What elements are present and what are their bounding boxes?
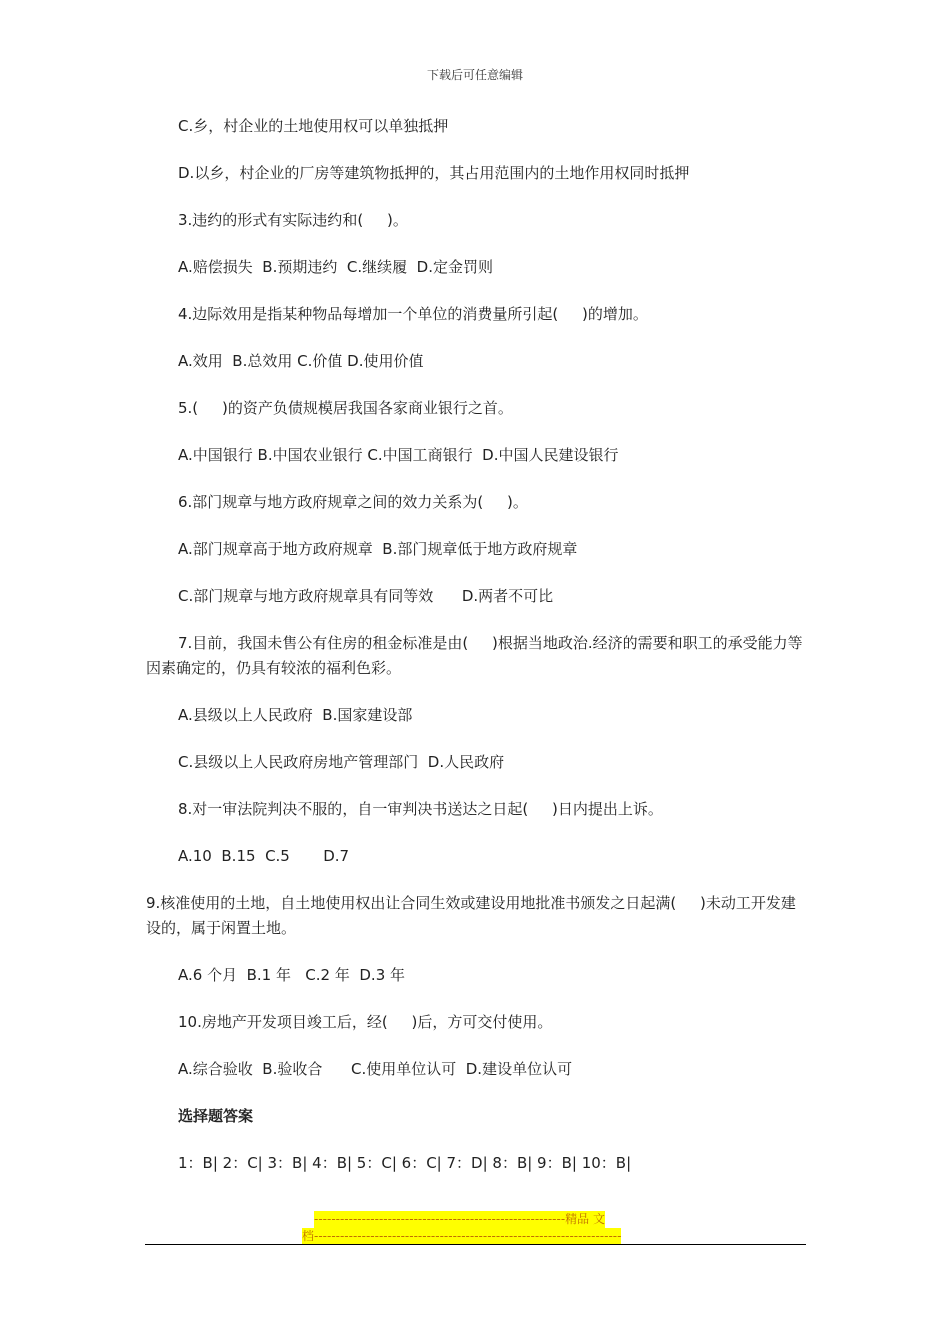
answers-heading: 选择题答案	[178, 1107, 254, 1125]
footer-divider	[145, 1244, 806, 1245]
page-header: 下载后可任意编辑	[426, 68, 523, 82]
footer-line-1: ----------------------------------------------------------精品 文	[314, 1212, 605, 1226]
option-line: D.以乡，村企业的厂房等建筑物抵押的，其占用范围内的土地作用权同时抵押	[178, 164, 690, 182]
option-line: C.乡，村企业的土地使用权可以单独抵押	[178, 117, 449, 135]
answers-line: 1：B| 2：C| 3：B| 4：B| 5：C| 6：C| 7：D| 8：B| 9：B| 10：B|	[178, 1154, 632, 1172]
question-3: 3.违约的形式有实际违约和( )。	[178, 211, 408, 229]
question-7: 7.目前，我国未售公有住房的租金标准是由( )根据当地政治.经济的需要和职工的承受能力等因素确定的，仍具有较浓的福利色彩。	[146, 634, 803, 677]
options-6-b: C.部门规章与地方政府规章具有同等效 D.两者不可比	[178, 587, 554, 605]
options-8: A.10 B.15 C.5 D.7	[178, 847, 350, 865]
options-7-b: C.县级以上人民政府房地产管理部门 D.人民政府	[178, 753, 505, 771]
options-7-a: A.县级以上人民政府 B.国家建设部	[178, 706, 413, 724]
options-4: A.效用 B.总效用 C.价值 D.使用价值	[178, 352, 424, 370]
question-10: 10.房地产开发项目竣工后，经( )后，方可交付使用。	[178, 1013, 553, 1031]
options-3: A.赔偿损失 B.预期违约 C.继续履 D.定金罚则	[178, 258, 493, 276]
question-9: 9.核准使用的土地，自土地使用权出让合同生效或建设用地批准书颁发之日起满( )未动工开发建设的，属于闲置土地。	[146, 894, 796, 937]
options-10: A.综合验收 B.验收合 C.使用单位认可 D.建设单位认可	[178, 1060, 573, 1078]
question-4: 4.边际效用是指某种物品每增加一个单位的消费量所引起( )的增加。	[178, 305, 648, 323]
options-6-a: A.部门规章高于地方政府规章 B.部门规章低于地方政府规章	[178, 540, 578, 558]
options-9: A.6 个月 B.1 年 C.2 年 D.3 年	[178, 966, 406, 984]
footer-line-2: 档-----------------------------------------------------------------------	[302, 1229, 622, 1243]
options-5: A.中国银行 B.中国农业银行 C.中国工商银行 D.中国人民建设银行	[178, 446, 619, 464]
question-8: 8.对一审法院判决不服的，自一审判决书送达之日起( )日内提出上诉。	[178, 800, 663, 818]
document-body	[146, 114, 806, 1198]
question-6: 6.部门规章与地方政府规章之间的效力关系为( )。	[178, 493, 528, 511]
question-5: 5.( )的资产负债规模居我国各家商业银行之首。	[178, 399, 513, 417]
